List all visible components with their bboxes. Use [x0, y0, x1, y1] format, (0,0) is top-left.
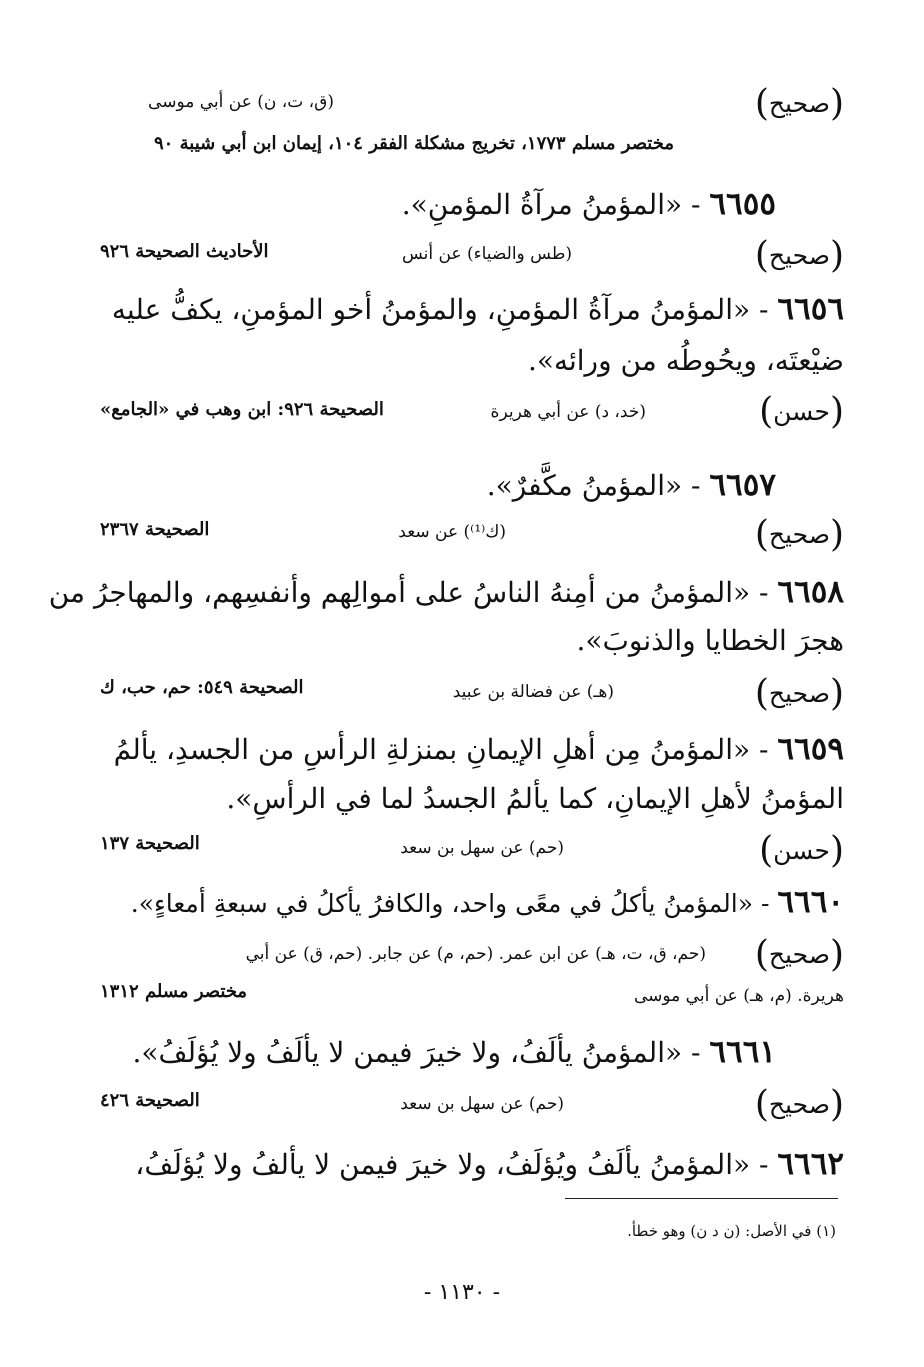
source-attribution: (هـ) عن فضالة بن عبيد — [452, 682, 614, 702]
hadith-6662 — [135, 1146, 844, 1182]
hadith-text: - «المؤمنُ مكَّفرٌ». — [486, 469, 701, 502]
source-attribution: (حم) عن سهل بن سعد — [400, 1094, 564, 1114]
grade-badge: (صحيح) — [754, 1084, 844, 1125]
source-attribution: (حم) عن سهل بن سعد — [400, 838, 564, 858]
reference-line: الأحاديث الصحيحة ٩٢٦ — [100, 241, 269, 262]
source-attribution: (ق، ت، ن) عن أبي موسى — [148, 92, 334, 112]
hadith-text: - «المؤمنُ مرآةُ المؤمنِ». — [401, 188, 701, 221]
hadith-text: - «المؤمنُ يألَفُ ويُؤلَفُ، ولا خيرَ فيمن لا يألفُ ولا يُؤلَفُ، — [135, 1148, 769, 1181]
hadith-6659 — [114, 731, 844, 767]
reference-line: الصحيحة ١٣٧ — [100, 833, 200, 854]
hadith-6660 — [131, 884, 844, 920]
page-number: - ١١٣٠ - — [423, 1280, 501, 1305]
hadith-number: ٦٦٥٦ — [777, 291, 844, 327]
grade-badge: (صحيح) — [754, 673, 844, 714]
hadith-number: ٦٦٥٨ — [777, 574, 844, 610]
reference-line: الصحيحة ٥٤٩: حم، حب، ك — [100, 677, 304, 698]
source-attribution: (طس والضياء) عن أنس — [401, 244, 572, 264]
hadith-number: ٦٦٦٠ — [777, 884, 844, 920]
hadith-number: ٦٦٦١ — [709, 1034, 776, 1070]
hadith-text-line2: هجرَ الخطايا والذنوبَ». — [576, 624, 844, 657]
hadith-6658 — [49, 574, 844, 610]
source-attribution: (ك⁽¹⁾) عن سعد — [398, 522, 506, 542]
grade-badge: (صحيح) — [754, 235, 844, 276]
source-attribution-line2: هريرة. (م، هـ) عن أبي موسى — [633, 986, 844, 1006]
hadith-6657 — [487, 467, 776, 503]
hadith-number: ٦٦٥٧ — [709, 467, 776, 503]
hadith-text-line2: المؤمنُ لأهلِ الإيمانِ، كما يألمُ الجسدُ لما في الرأسِ». — [226, 782, 844, 815]
hadith-text: - «المؤمنُ يأكلُ في معًى واحد، والكافرُ يأكلُ في سبعةِ أمعاءٍ». — [130, 889, 770, 918]
footnote-divider — [565, 1198, 838, 1199]
grade-badge: (حسن) — [759, 391, 844, 432]
grade-badge: (صحيح) — [754, 934, 844, 975]
reference-line: الصحيحة ٤٢٦ — [100, 1090, 200, 1111]
footnote: (١) في الأصل: (ن د ن) وهو خطأ. — [627, 1222, 836, 1240]
reference-line: مختصر مسلم ١٧٧٣، تخريج مشكلة الفقر ١٠٤، إيمان ابن أبي شيبة ٩٠ — [154, 133, 674, 154]
reference-line: الصحيحة ٢٣٦٧ — [100, 519, 210, 540]
grade-badge: (حسن) — [759, 830, 844, 871]
hadith-number: ٦٦٥٥ — [709, 186, 776, 222]
hadith-text: - «المؤمنُ مرآةُ المؤمنِ، والمؤمنُ أخو المؤمنِ، يكفُّ عليه — [111, 293, 769, 326]
hadith-text: - «المؤمنُ يألَفُ، ولا خيرَ فيمن لا يألَفُ ولا يُؤلَفُ». — [132, 1036, 701, 1069]
reference-line: مختصر مسلم ١٣١٢ — [100, 981, 248, 1002]
hadith-6656 — [112, 291, 844, 327]
hadith-number: ٦٦٦٢ — [777, 1146, 844, 1182]
grade-badge: (صحيح) — [754, 514, 844, 555]
grade-badge: (صحيح) — [754, 83, 844, 124]
hadith-text: - «المؤمنُ مِن أهلِ الإيمانِ بمنزلةِ الرأسِ من الجسدِ، يألمُ — [113, 733, 769, 766]
source-attribution: (خد، د) عن أبي هريرة — [490, 402, 646, 422]
hadith-6661 — [133, 1034, 777, 1070]
hadith-number: ٦٦٥٩ — [777, 731, 844, 767]
source-attribution: (حم، ق، ت، هـ) عن ابن عمر. (حم، م) عن جابر. (حم، ق) عن أبي — [245, 944, 706, 964]
hadith-6655 — [402, 186, 776, 222]
hadith-text: - «المؤمنُ من أمِنهُ الناسُ على أموالِهم وأنفسِهم، والمهاجرُ من — [48, 576, 769, 609]
hadith-text-line2: ضيْعتَه، ويحُوطُه من ورائه». — [527, 344, 844, 377]
reference-line: الصحيحة ٩٢٦: ابن وهب في «الجامع» — [100, 399, 384, 420]
